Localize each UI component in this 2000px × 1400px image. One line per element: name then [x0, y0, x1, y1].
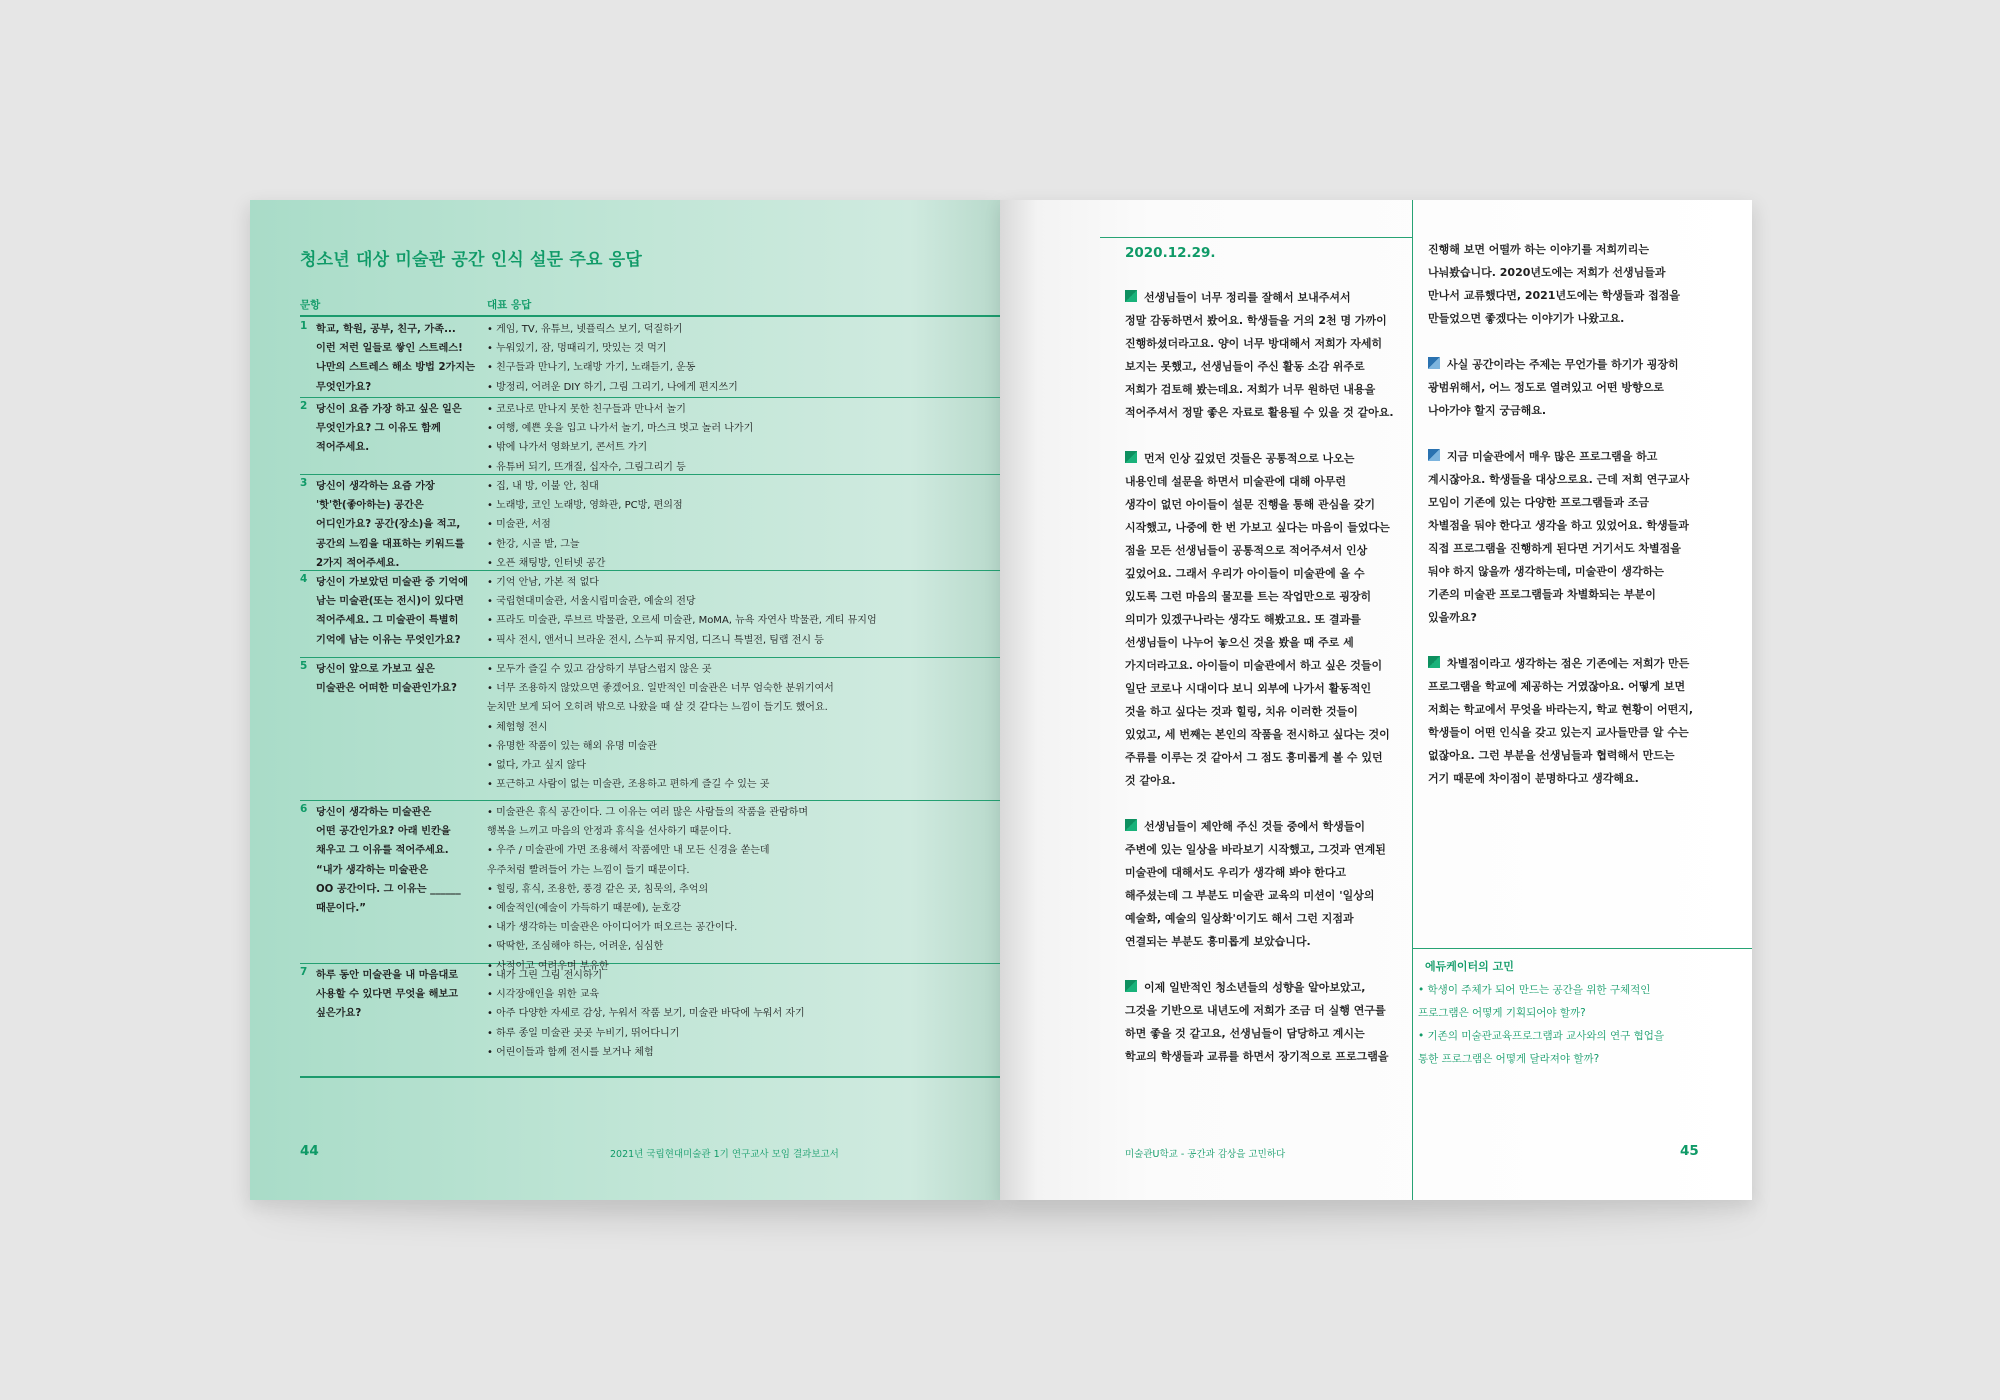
column-header-answer: 대표 응답 — [487, 299, 532, 311]
answer-item: • 기억 안남, 가본 적 없다 — [487, 573, 992, 592]
speaker-marker-icon — [1125, 980, 1137, 992]
answer-item: • 내가 그린 그림 전시하기 — [487, 966, 992, 985]
answer-item: • 사적이고 여려우며 부유한 — [487, 957, 992, 976]
paragraph-text: 선생님들이 제안해 주신 것들 중에서 학생들이 주변에 있는 일상을 바라보기 시작했고, 그것과 연계된 미술관에 대해서도 우리가 생각해 봐야 한다고 해주셨는데 그 부분도 미술관 교육의 미션이 '일상의 예술화, 예술의 일상화'이기도 해서 그런 지점과 연결되는 부분도 흥미롭게 보았습니다. — [1125, 820, 1386, 948]
question-number: 6 — [300, 803, 308, 815]
question-number: 3 — [300, 477, 308, 489]
question-text: 당신이 생각하는 요즘 가장 '핫'한(좋아하는) 공간은 어디인가요? 공간(장소)을 적고, 공간의 느낌을 대표하는 키워드를 2가지 적어주세요. — [316, 481, 465, 569]
answer-item: • 예술적인(예술이 가득하기 때문에), 눈호강 — [487, 899, 992, 918]
speaker-marker-icon — [1125, 290, 1137, 302]
question-text: 당신이 생각하는 미술관은 어떤 공간인가요? 아래 빈칸을 채우고 그 이유를 적어주세요. “내가 생각하는 미술관은 OO 공간이다. 그 이유는 ______ 때문이다.” — [316, 807, 461, 915]
answer-item: • 게임, TV, 유튜브, 넷플릭스 보기, 덕질하기 — [487, 320, 992, 339]
answer-item: • 우주 / 미술관에 가면 조용해서 작품에만 내 모든 신경을 쏟는데 우주처럼 빨려들어 가는 느낌이 들기 때문이다. — [487, 841, 992, 879]
answer-item: • 모두가 즐길 수 있고 감상하기 부담스럽지 않은 곳 — [487, 660, 992, 679]
answer-item: • 밖에 나가서 영화보기, 콘서트 가기 — [487, 438, 992, 457]
speaker-marker-icon — [1428, 449, 1440, 461]
answer-item: • 집, 내 방, 이불 안, 침대 — [487, 477, 992, 496]
answer-item: • 너무 조용하지 않았으면 좋겠어요. 일반적인 미술관은 너무 엄숙한 분위기여서 눈치만 보게 되어 오히려 밖으로 나왔을 때 살 것 같다는 느낌이 들기도 했어요. — [487, 679, 992, 717]
transcript-paragraph — [1428, 445, 1746, 629]
page-number: 45 — [1680, 1143, 1699, 1159]
survey-title: 청소년 대상 미술관 공간 인식 설문 주요 응답 — [300, 250, 643, 270]
transcript-paragraph — [1125, 286, 1407, 424]
answer-item: • 내가 생각하는 미술관은 아이디어가 떠오르는 공간이다. — [487, 918, 992, 937]
notes-top-rule — [1412, 948, 1752, 949]
speaker-marker-icon — [1125, 451, 1137, 463]
paragraph-text: 먼저 인상 깊었던 것들은 공통적으로 나오는 내용인데 설문을 하면서 미술관에 대해 아무런 생각이 없던 아이들이 설문 진행을 통해 관심을 갖기 시작했고, 나중에 한 번 가보고 싶다는 마음이 들었다는 점을 모든 선생님들이 공통적으로 적어주셔서 인상 깊었어요. 그래서 우리가 아이들이 미술관에 올 수 있도록 그런 마음의 물꼬를 트는 작업만으로 굉장히 의미가 있겠구나라는 생각도 해봤고요. 또 결과를 선생님들이 나누어 놓으신 것을 봤을 때 주로 세 가지더라고요. 아이들이 미술관에서 하고 싶은 것들이 일단 코로나 시대이다 보니 외부에 나가서 활동적인 것을 하고 싶다는 것과 힐링, 치유 이러한 것들이 있었고, 세 번째는 본인의 작품을 전시하고 싶다는 것이 주류를 이루는 것 같아서 그 점도 흥미롭게 볼 수 있던 것 같아요. — [1125, 452, 1390, 787]
answer-item: • 친구들과 만나기, 노래방 가기, 노래듣기, 운동 — [487, 358, 992, 377]
answer-item: • 프라도 미술관, 루브르 박물관, 오르세 미술관, MoMA, 뉴욕 자연사 박물관, 게티 뮤지엄 — [487, 611, 992, 630]
answer-item: • 미술관, 서점 — [487, 515, 992, 534]
answer-item: • 방정리, 어려운 DIY 하기, 그림 그리기, 나에게 편지쓰기 — [487, 378, 992, 397]
table-bottom-rule — [300, 1076, 1000, 1078]
paragraph-text: 차별점이라고 생각하는 점은 기존에는 저희가 만든 프로그램을 학교에 제공하는 거였잖아요. 어떻게 보면 저희는 학교에서 무엇을 바라는지, 학교 현황이 어떤지, 학생들이 어떤 인식을 갖고 있는지 교사들만큼 알 수는 없잖아요. 그런 부분을 선생님들과 협력해서 만드는 거기 때문에 차이점이 분명하다고 생각해요. — [1428, 657, 1694, 785]
question-text: 당신이 앞으로 가보고 싶은 미술관은 어떠한 미술관인가요? — [316, 664, 457, 695]
question-number: 4 — [300, 573, 308, 585]
answer-item: • 체험형 전시 — [487, 718, 992, 737]
educator-note: • 학생이 주체가 되어 만드는 공간을 위한 구체적인 프로그램은 어떻게 기획되어야 할까? — [1418, 979, 1738, 1025]
educator-notes-title: 에듀케이터의 고민 — [1425, 960, 1514, 973]
question-number: 1 — [300, 320, 308, 332]
question-number: 5 — [300, 660, 308, 672]
question-text: 당신이 가보았던 미술관 중 기억에 남는 미술관(또는 전시)이 있다면 적어주세요. 그 미술관이 특별히 기억에 남는 이유는 무엇인가요? — [316, 577, 468, 646]
answer-item: • 딱딱한, 조심해야 하는, 어려운, 심심한 — [487, 937, 992, 956]
answer-item: • 하루 종일 미술관 곳곳 누비기, 뛰어다니기 — [487, 1024, 992, 1043]
answer-item: • 코로나로 만나지 못한 친구들과 만나서 놀기 — [487, 400, 992, 419]
right-page — [1000, 200, 1752, 1200]
transcript-paragraph — [1428, 652, 1746, 790]
answer-item: • 오픈 채팅방, 인터넷 공간 — [487, 554, 992, 573]
footer-report-title: 2021년 국립현대미술관 1기 연구교사 모임 결과보고서 — [610, 1149, 839, 1160]
answer-item: • 국립현대미술관, 서울시립미술관, 예술의 전당 — [487, 592, 992, 611]
table-top-rule — [300, 315, 1000, 317]
column-header-question: 문항 — [300, 299, 321, 311]
transcript-paragraph — [1125, 976, 1407, 1068]
question-number: 2 — [300, 400, 308, 412]
answer-item: • 미술관은 휴식 공간이다. 그 이유는 여러 많은 사람들의 작품을 관람하며 행복을 느끼고 마음의 안정과 휴식을 선사하기 때문이다. — [487, 803, 992, 841]
paragraph-text: 선생님들이 너무 정리를 잘해서 보내주셔서 정말 감동하면서 봤어요. 학생들을 거의 2천 명 가까이 진행하셨더라고요. 양이 너무 방대해서 저희가 자세히 보지는 못했고, 선생님들이 주신 활동 소감 위주로 저희가 검토해 봤는데요. 저희가 너무 원하던 내용을 적어주셔서 정말 좋은 자료로 활용될 수 있을 것 같아요. — [1125, 291, 1394, 419]
answer-list — [487, 400, 992, 477]
answer-item: • 한강, 시골 밭, 그늘 — [487, 535, 992, 554]
answer-list — [487, 966, 992, 1062]
transcript-paragraph — [1428, 353, 1746, 422]
transcript-paragraph — [1428, 238, 1746, 330]
answer-item: • 유튜버 되기, 뜨개질, 십자수, 그림그리기 등 — [487, 458, 992, 477]
answer-item: • 어린이들과 함께 전시를 보거나 체험 — [487, 1043, 992, 1062]
educator-notes-list — [1418, 979, 1738, 1071]
question-text: 학교, 학원, 공부, 친구, 가족... 이런 저런 일들로 쌓인 스트레스! 나만의 스트레스 해소 방법 2가지는 무엇인가요? — [316, 324, 476, 393]
meeting-date: 2020.12.29. — [1125, 245, 1216, 261]
answer-item: • 포근하고 사람이 없는 미술관, 조용하고 편하게 즐길 수 있는 곳 — [487, 775, 992, 794]
transcript-paragraph — [1125, 815, 1407, 953]
left-page — [250, 200, 1000, 1200]
date-top-rule — [1100, 237, 1412, 238]
column-divider — [1412, 200, 1413, 1200]
answer-item: • 아주 다양한 자세로 감상, 누워서 작품 보기, 미술관 바닥에 누워서 자기 — [487, 1004, 992, 1023]
row-divider — [300, 657, 1000, 658]
row-divider — [300, 397, 1000, 398]
answer-item: • 노래방, 코인 노래방, 영화관, PC방, 편의점 — [487, 496, 992, 515]
answer-list — [487, 320, 992, 397]
paragraph-text: 진행해 보면 어떨까 하는 이야기를 저희끼리는 나눠봤습니다. 2020년도에는 저희가 선생님들과 만나서 교류했다면, 2021년도에는 학생들과 접점을 만들었으면 좋겠다는 이야기가 나왔고요. — [1428, 243, 1681, 325]
speaker-marker-icon — [1428, 357, 1440, 369]
paragraph-text: 사실 공간이라는 주제는 무언가를 하기가 굉장히 광범위해서, 어느 정도로 열려있고 어떤 방향으로 나아가야 할지 궁금해요. — [1428, 358, 1679, 417]
answer-item: • 픽사 전시, 앤서니 브라운 전시, 스누피 뮤지엄, 디즈니 특별전, 팀랩 전시 등 — [487, 631, 992, 650]
question-number: 7 — [300, 966, 308, 978]
question-text: 하루 동안 미술관을 내 마음대로 사용할 수 있다면 무엇을 해보고 싶은가요? — [316, 970, 459, 1020]
answer-item: • 없다, 가고 싶지 않다 — [487, 756, 992, 775]
row-divider — [300, 800, 1000, 801]
speaker-marker-icon — [1428, 656, 1440, 668]
answer-item: • 시각장애인을 위한 교육 — [487, 985, 992, 1004]
educator-note: • 기존의 미술관교육프로그램과 교사와의 연구 협업을 통한 프로그램은 어떻게 달라져야 할까? — [1418, 1025, 1738, 1071]
footer-book-title: 미술관U학교 - 공간과 감상을 고민하다 — [1125, 1149, 1286, 1160]
answer-item: • 누워있기, 잠, 멍때리기, 맛있는 것 먹기 — [487, 339, 992, 358]
answer-list — [487, 660, 992, 794]
answer-item: • 힐링, 휴식, 조용한, 풍경 같은 곳, 침묵의, 추억의 — [487, 880, 992, 899]
paragraph-text: 지금 미술관에서 매우 많은 프로그램을 하고 계시잖아요. 학생들을 대상으로요. 근데 저희 연구교사 모임이 기존에 있는 다양한 프로그램들과 조금 차별점을 둬야 한다고 생각을 하고 있었어요. 학생들과 직접 프로그램을 진행하게 된다면 거기서도 차별점을 둬야 하지 않을까 생각하는데, 미술관이 생각하는 기존의 미술관 프로그램들과 차별화되는 부분이 있을까요? — [1428, 450, 1690, 624]
answer-list — [487, 803, 992, 976]
answer-item: • 여행, 예쁜 옷을 입고 나가서 놀기, 마스크 벗고 놀러 나가기 — [487, 419, 992, 438]
page-number: 44 — [300, 1143, 319, 1159]
answer-list — [487, 573, 992, 650]
speaker-marker-icon — [1125, 819, 1137, 831]
transcript-paragraph — [1125, 447, 1407, 792]
answer-list — [487, 477, 992, 573]
paragraph-text: 이제 일반적인 청소년들의 성향을 알아보았고, 그것을 기반으로 내년도에 저희가 조금 더 실행 연구를 하면 좋을 것 같고요, 선생님들이 담당하고 계시는 학교의 학생들과 교류를 하면서 장기적으로 프로그램을 — [1125, 981, 1389, 1063]
question-text: 당신이 요즘 가장 하고 싶은 일은 무엇인가요? 그 이유도 함께 적어주세요. — [316, 404, 462, 454]
answer-item: • 유명한 작품이 있는 해외 유명 미술관 — [487, 737, 992, 756]
